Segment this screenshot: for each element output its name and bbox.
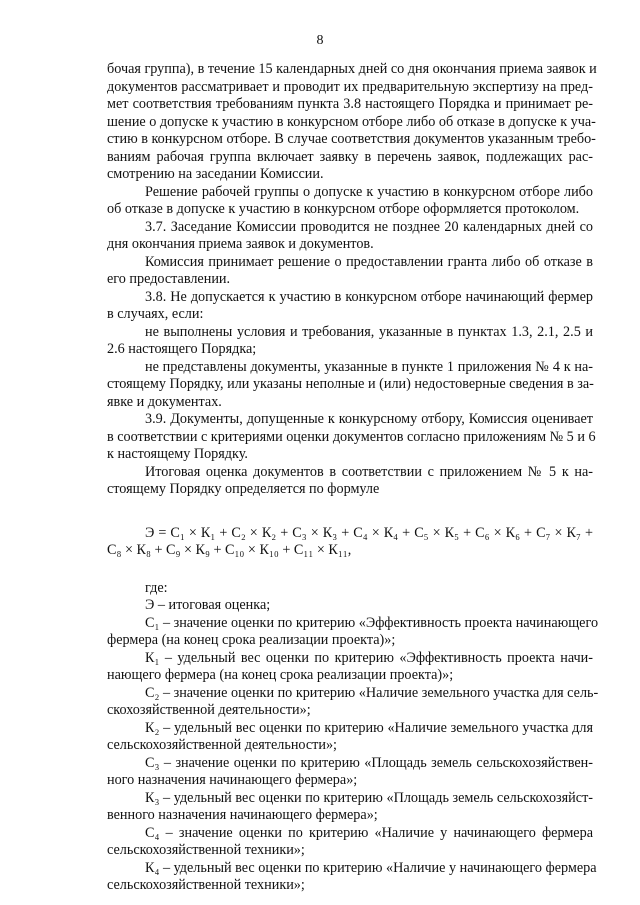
- text-line: 3.7. Заседание Комиссии проводится не позднее 20 календарных дней со: [145, 218, 593, 235]
- definition-item: [107, 825, 593, 860]
- text-line: стоящему Порядку определяется по формуле: [107, 481, 380, 497]
- paragraph: [107, 464, 593, 499]
- where-gap: [107, 560, 593, 580]
- text-line: Итоговая оценка документов в соответствии с приложением № 5 к на-: [145, 463, 593, 480]
- text-line: Решение рабочей группы о допуске к участию в конкурсном отборе либо: [145, 183, 593, 200]
- text-line: С₂ – значение оценки по критерию «Наличие земельного участка для сель-: [145, 684, 599, 701]
- definition-item: [107, 684, 599, 720]
- definition-item: [107, 859, 597, 895]
- text-line: К₂ – удельный вес оценки по критерию «Наличие земельного участка для: [145, 719, 593, 736]
- text-line: бочая группа), в течение 15 календарных дней со дня окончания приема заявок и: [107, 61, 597, 77]
- paragraph: [107, 184, 593, 219]
- text-line: в соответствии с критериями оценки документов согласно приложениям № 5 и 6: [107, 428, 596, 445]
- paragraph: [107, 324, 593, 359]
- paragraph: [107, 254, 593, 289]
- paragraph: [107, 411, 596, 464]
- text-line: К₄ – удельный вес оценки по критерию «Наличие у начинающего фермера: [145, 859, 597, 876]
- text-line: 2.6 настоящего Порядка;: [107, 341, 257, 357]
- text-line: фермера (на конец срока реализации проекта)»;: [107, 632, 396, 648]
- text-line: его предоставлении.: [107, 271, 231, 287]
- text-line: стоящему Порядку, или указаны неполные и (или) недостоверные сведения в за-: [107, 376, 594, 392]
- text-line: Комиссия принимает решение о предоставлении гранта либо об отказе в: [145, 253, 593, 270]
- where-label: где:: [145, 579, 168, 596]
- text-line: К₃ – удельный вес оценки по критерию «Площадь земель сельскохозяйст-: [145, 789, 593, 806]
- paragraph: [107, 289, 593, 324]
- text-line: венного назначения начинающего фермера»;: [107, 807, 378, 823]
- text-line: явке и документах.: [107, 393, 222, 410]
- paragraph: [107, 61, 597, 184]
- definition-item: [107, 597, 593, 615]
- text-line: мет соответствия требованиям пункта 3.8 настоящего Порядка и принимает ре-: [107, 96, 593, 112]
- text-line: С₃ – значение оценки по критерию «Площадь земель сельскохозяйствен-: [145, 754, 593, 771]
- definition-item: [107, 650, 593, 685]
- text-line: 3.9. Документы, допущенные к конкурсному отбору, Комиссия оценивает: [145, 411, 593, 427]
- text-line: не представлены документы, указанные в пункте 1 приложения № 4 к на-: [145, 358, 593, 375]
- definition-item: [107, 755, 593, 790]
- formula-line-1: Э = С₁ × К₁ + С₂ × К₂ + С₃ × К₃ + С₄ × К₄ + С₅ × К₅ + С₆ × К₆ + С₇ × К₇ +: [145, 524, 593, 541]
- text-line: шение о допуске к участию в конкурсном отборе либо об отказе в допуске к уча-: [107, 113, 596, 130]
- formula-line-2: С₈ × К₈ + С₉ × К₉ + С₁₀ × К₁₀ + С₁₁ × К₁₁,: [107, 542, 352, 558]
- text-line: ваниям рабочая группа включает заявку в перечень заявок, подлежащих рас-: [107, 148, 593, 165]
- text-line: сельскохозяйственной техники»;: [107, 842, 305, 858]
- text-line: С₁ – значение оценки по критерию «Эффективность проекта начинающего: [145, 614, 599, 631]
- text-line: документов рассматривает и проводит их предварительную экспертизу на пред-: [107, 78, 593, 95]
- text-line: стию в конкурсном отборе. В случае соответствия документов указанным требо-: [107, 131, 596, 147]
- text-line: нающего фермера (на конец срока реализации проекта)»;: [107, 667, 454, 683]
- text-line: К₁ – удельный вес оценки по критерию «Эффективность проекта начи-: [145, 649, 593, 666]
- text-line: сельскохозяйственной техники»;: [107, 877, 305, 893]
- formula-gap: [107, 499, 593, 525]
- definition-item: [107, 720, 593, 755]
- text-line: к настоящему Порядку.: [107, 446, 248, 462]
- text-line: Э – итоговая оценка;: [145, 597, 271, 613]
- text-line: не выполнены условия и требования, указанные в пунктах 1.3, 2.1, 2.5 и: [145, 323, 593, 340]
- text-line: дня окончания приема заявок и документов.: [107, 236, 374, 252]
- text-line: ного назначения начинающего фермера»;: [107, 772, 358, 788]
- text-line: об отказе в допуске к участию в конкурсном отборе оформляется протоколом.: [107, 201, 580, 217]
- text-line: 3.8. Не допускается к участию в конкурсном отборе начинающий фермер: [145, 288, 593, 305]
- paragraphs-top: [107, 61, 597, 499]
- paragraph: [107, 219, 593, 254]
- text-line: С₄ – значение оценки по критерию «Наличие у начинающего фермера: [145, 824, 593, 841]
- paragraph: [107, 359, 593, 412]
- document-body: [107, 61, 599, 895]
- definition-item: [107, 790, 593, 825]
- definition-item: [107, 614, 599, 650]
- text-line: скохозяйственной деятельности»;: [107, 702, 311, 718]
- definitions-list: [107, 597, 599, 895]
- text-line: смотрению на заседании Комиссии.: [107, 166, 324, 182]
- text-line: сельскохозяйственной деятельности»;: [107, 737, 337, 753]
- text-line: в случаях, если:: [107, 306, 204, 322]
- page-number: 8: [316, 33, 324, 48]
